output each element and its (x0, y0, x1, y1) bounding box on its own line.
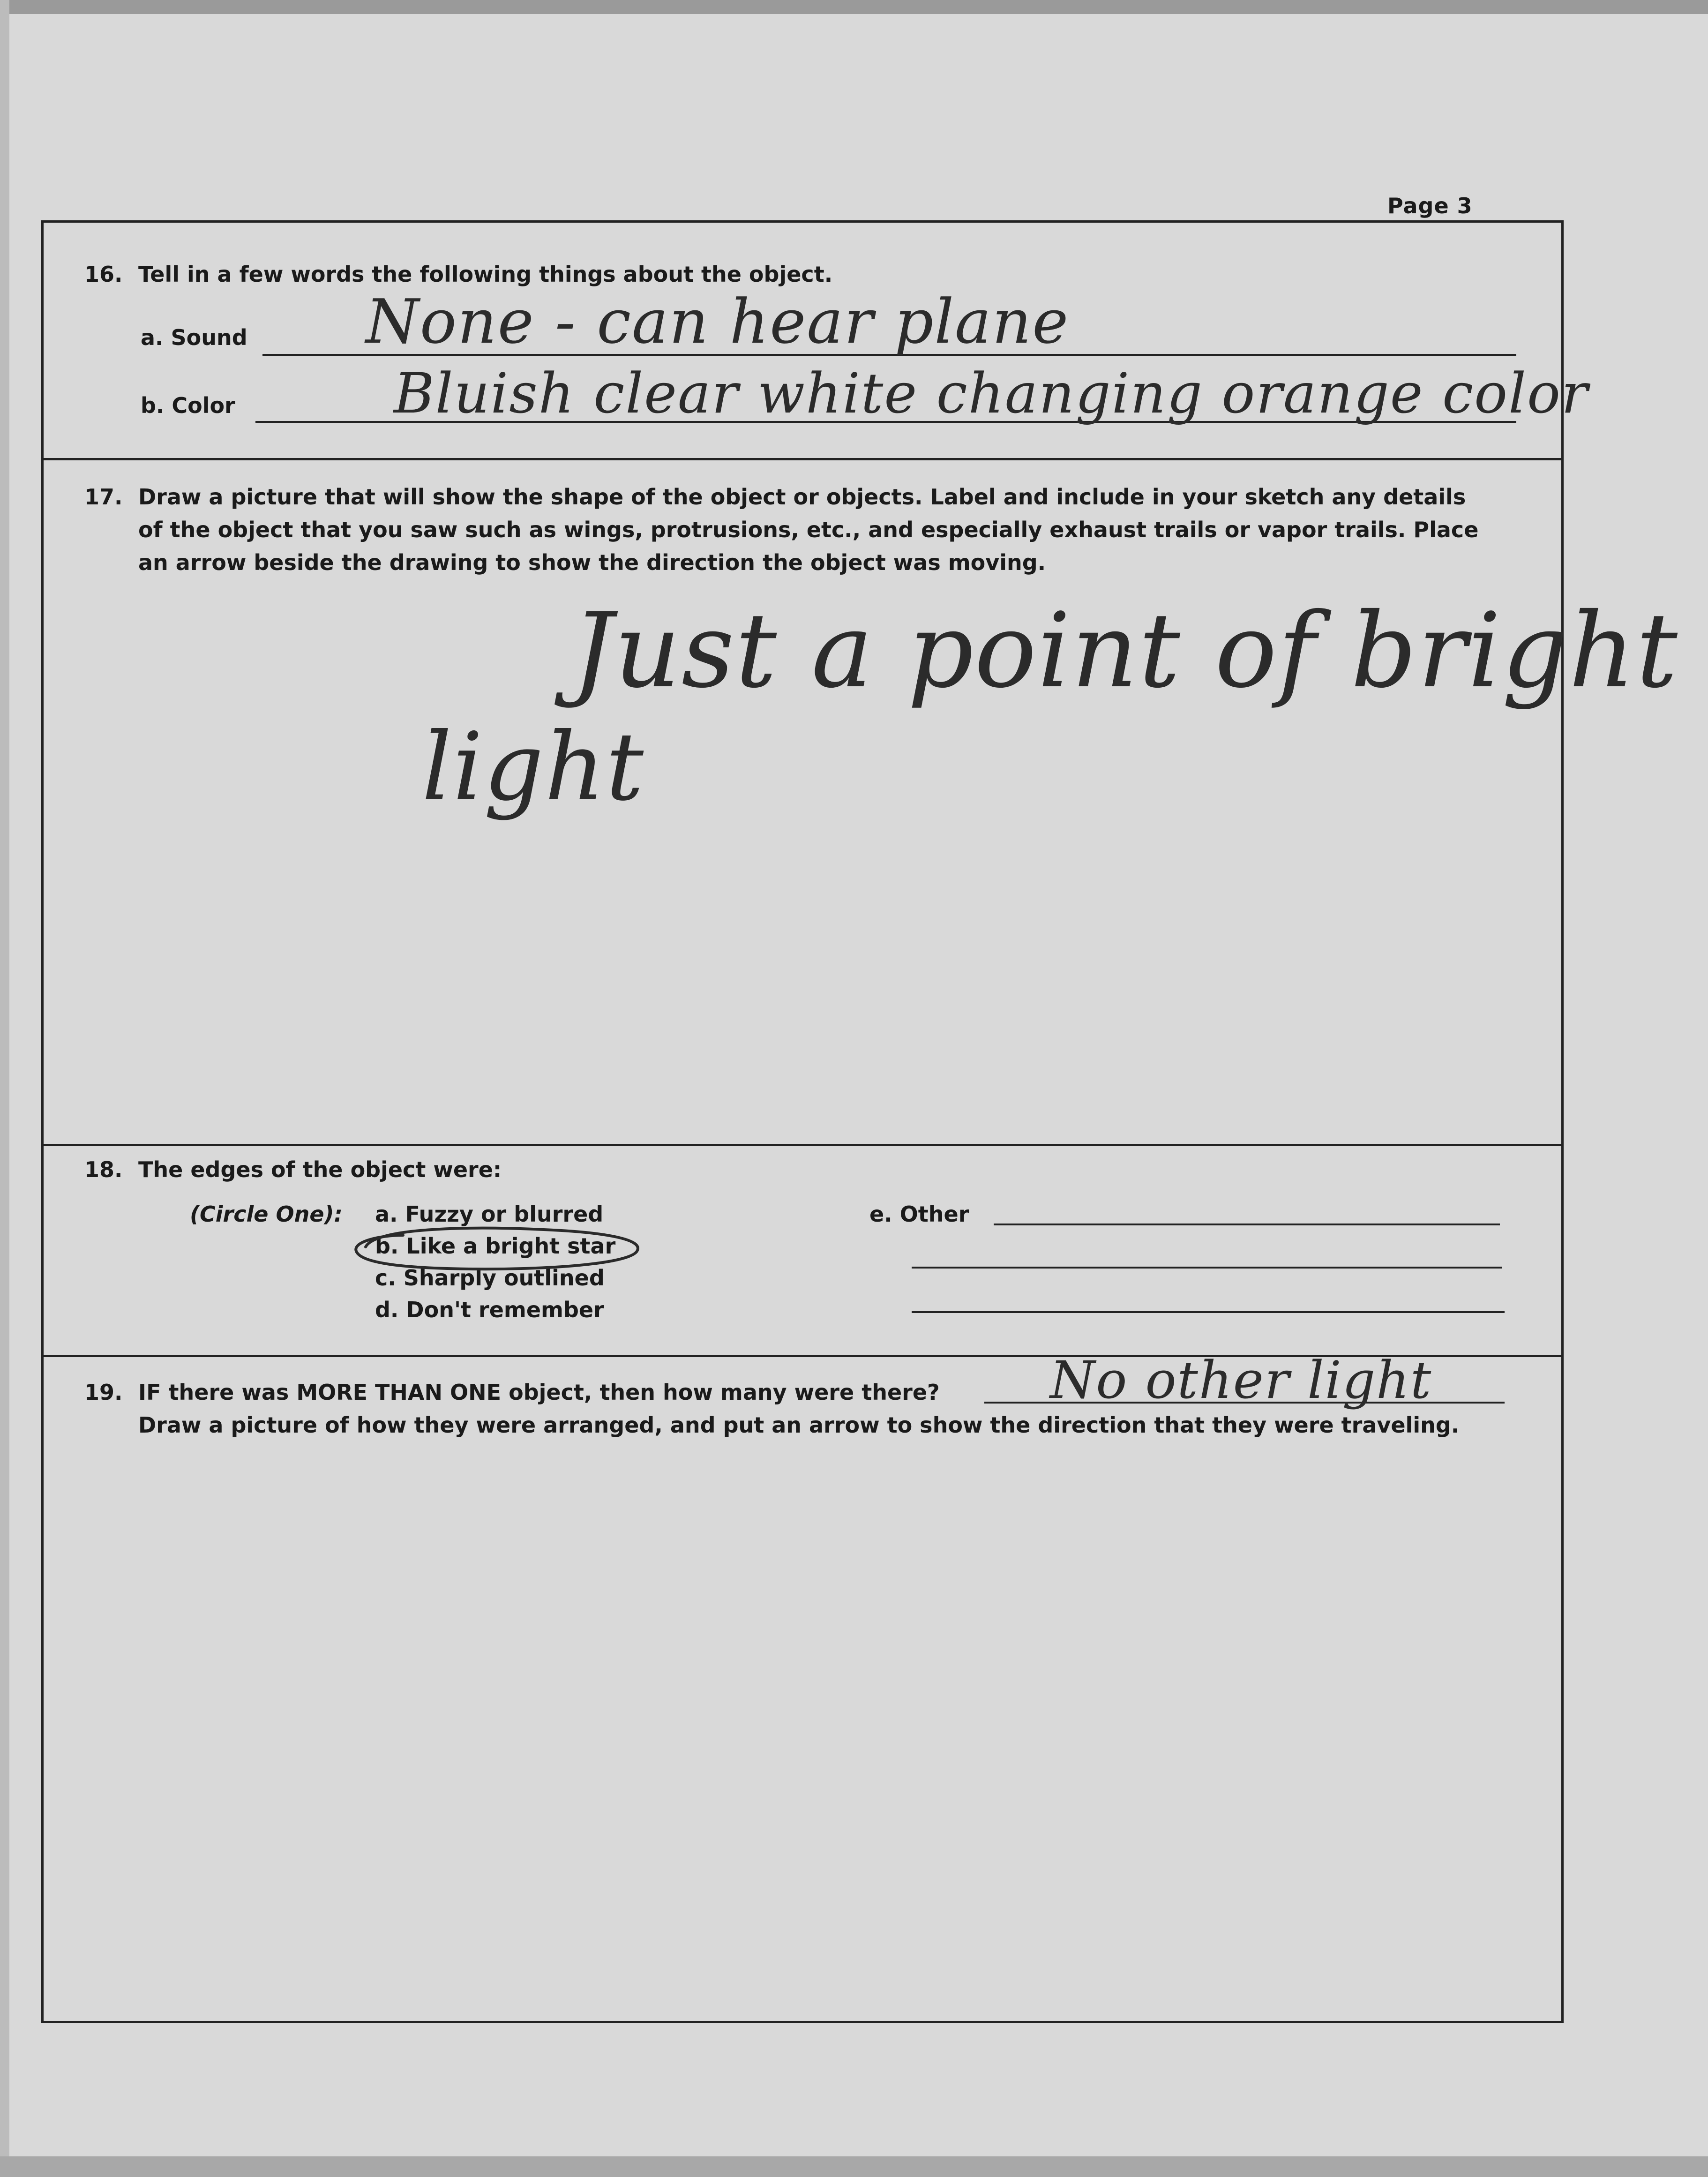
q19-line2: Draw a picture of how they were arranged, and put an arrow to show the direction that they were traveling. (138, 1412, 1460, 1438)
q18-option-e: e. Other (869, 1201, 969, 1227)
q18-option-a[interactable]: a. Fuzzy or blurred (375, 1201, 604, 1227)
q18-option-c[interactable]: c. Sharply outlined (375, 1265, 605, 1291)
other-line-1[interactable] (994, 1224, 1500, 1225)
q18-prompt: The edges of the object were: (138, 1157, 502, 1182)
q18-number: 18. (84, 1157, 123, 1182)
q18-option-b[interactable]: b. Like a bright star (375, 1233, 616, 1259)
q17-line1: Draw a picture that will show the shape of the object or objects. Label and include in your sketch any details (138, 484, 1466, 510)
selection-circle-mark (347, 1221, 647, 1277)
q16-sound-answer[interactable]: None - can hear plane (366, 286, 1070, 357)
q16-prompt: Tell in a few words the following things about the object. (138, 262, 833, 287)
other-line-3[interactable] (912, 1311, 1505, 1313)
q16-sound-label: a. Sound (141, 325, 247, 350)
q16-number: 16. (84, 262, 123, 287)
q19-answer[interactable]: No other light (1050, 1350, 1432, 1410)
q17-line3: an arrow beside the drawing to show the direction the object was moving. (138, 550, 1046, 575)
section-divider (41, 1144, 1561, 1146)
q19-prompt: IF there was MORE THAN ONE object, then how many were there? (138, 1380, 940, 1405)
q17-number: 17. (84, 484, 123, 510)
q17-sketch-text-line2[interactable]: light (422, 713, 645, 822)
q18-option-d[interactable]: d. Don't remember (375, 1297, 604, 1322)
page-number: Page 3 (1387, 193, 1473, 218)
section-divider (41, 458, 1561, 460)
other-line-2[interactable] (912, 1267, 1502, 1269)
q17-sketch-text-line1[interactable]: Just a point of bright (572, 591, 1678, 711)
q16-color-answer[interactable]: Bluish clear white changing orange color (394, 361, 1589, 426)
q16-color-label: b. Color (141, 393, 235, 418)
q19-number: 19. (84, 1380, 123, 1405)
q18-circle-label: (Circle One): (190, 1201, 343, 1227)
scan-border-top (0, 0, 1708, 14)
q17-line2: of the object that you saw such as wings, protrusions, etc., and especially exhaust trails or vapor trails. Place (138, 517, 1479, 542)
scan-border-bottom (0, 2156, 1708, 2177)
scan-border-left (0, 0, 9, 2177)
